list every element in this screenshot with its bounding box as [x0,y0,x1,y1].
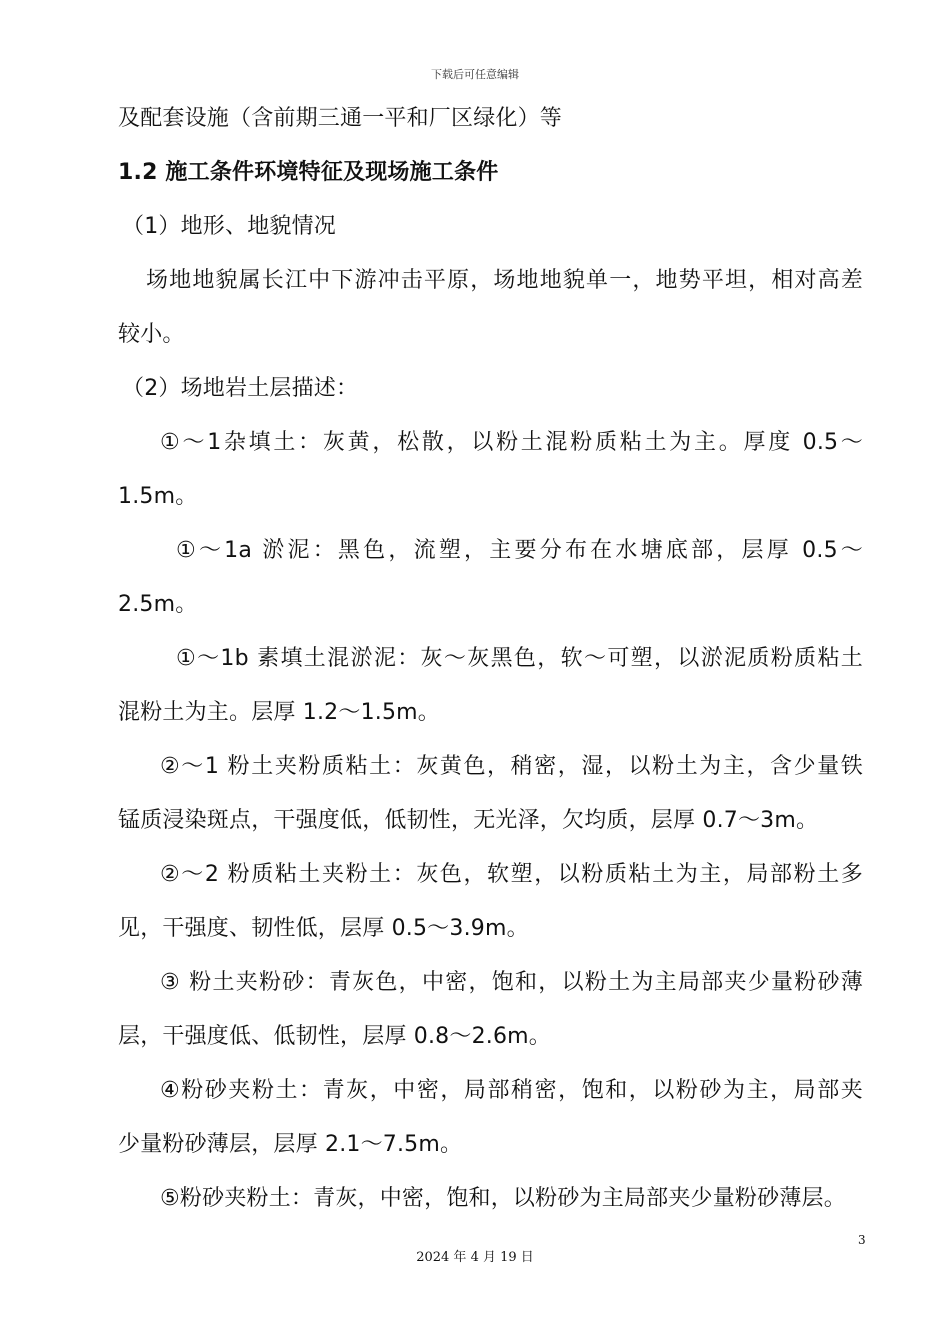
paragraph-line: 1.5m。 [118,484,198,509]
subsection-heading: （1）地形、地貌情况 [122,214,336,239]
paragraph-line: ①～1a 淤泥：黑色，流塑，主要分布在水塘底部，层厚 0.5～ [176,538,863,563]
subsection-heading: （2）场地岩土层描述： [122,376,359,401]
paragraph-line: 场地地貌属长江中下游冲击平原，场地地貌单一，地势平坦，相对高差 [146,268,863,293]
paragraph-line: 见，干强度、韧性低，层厚 0.5～3.9m。 [118,916,529,941]
footer-date: 2024 年 4 月 19 日 [416,1250,534,1265]
paragraph-line: ②～1 粉土夹粉质粘土：灰黄色，稍密，湿，以粉土为主，含少量铁 [160,754,863,779]
paragraph-line: ⑤粉砂夹粉土：青灰，中密，饱和，以粉砂为主局部夹少量粉砂薄层。 [160,1186,846,1211]
paragraph-line: ④粉砂夹粉土：青灰，中密，局部稍密，饱和，以粉砂为主，局部夹 [160,1078,863,1103]
paragraph-line: ①～1b 素填土混淤泥：灰～灰黑色，软～可塑，以淤泥质粉质粘土 [176,646,863,671]
paragraph-line: 层，干强度低、低韧性，层厚 0.8～2.6m。 [118,1024,551,1049]
paragraph-line: 及配套设施（含前期三通一平和厂区绿化）等 [118,106,563,131]
paragraph-line: ②～2 粉质粘土夹粉土：灰色，软塑，以粉质粘土为主，局部粉土多 [160,862,863,887]
paragraph-line: 少量粉砂薄层，层厚 2.1～7.5m。 [118,1132,463,1157]
paragraph-line: 锰质浸染斑点，干强度低，低韧性，无光泽，欠均质，层厚 0.7～3m。 [118,808,819,833]
paragraph-line: 混粉土为主。层厚 1.2～1.5m。 [118,700,440,725]
paragraph-line: 2.5m。 [118,592,198,617]
paragraph-line: ①～1杂填土：灰黄，松散，以粉土混粉质粘土为主。厚度 0.5～ [160,430,863,455]
page-header: 下载后可任意编辑 [431,68,519,81]
section-heading: 1.2 施工条件环境特征及现场施工条件 [118,160,499,185]
paragraph-line: ③ 粉土夹粉砂：青灰色，中密，饱和，以粉土为主局部夹少量粉砂薄 [160,970,863,995]
paragraph-line: 较小。 [118,322,185,347]
page-number: 3 [858,1233,866,1247]
